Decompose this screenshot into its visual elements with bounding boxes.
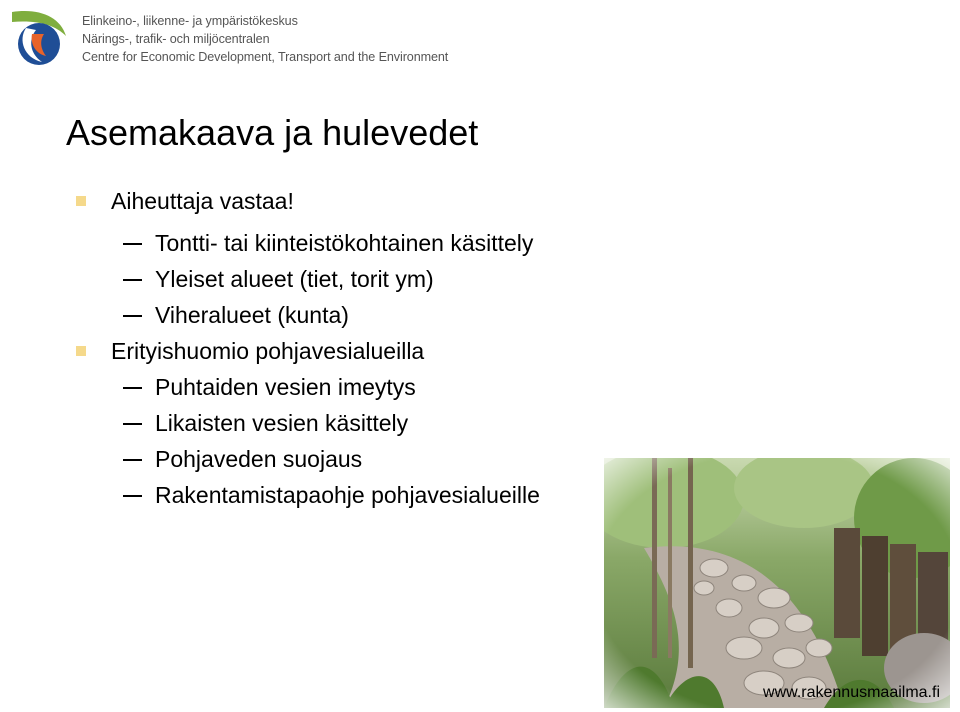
stone-garden-image: [604, 458, 950, 708]
dash-bullet-icon: [123, 315, 142, 317]
bullet-text: Pohjaveden suojaus: [155, 446, 363, 472]
org-name-fi: Elinkeino-, liikenne- ja ympäristökeskus: [82, 14, 298, 28]
square-bullet-icon: [76, 346, 86, 356]
dash-bullet-icon: [123, 423, 142, 425]
bullet-text: Puhtaiden vesien imeytys: [155, 374, 416, 400]
dash-bullet-icon: [123, 387, 142, 389]
org-name-en: Centre for Economic Development, Transport and the Environment: [82, 50, 449, 64]
bullet-text: Erityishuomio pohjavesialueilla: [111, 338, 425, 364]
org-name-sv: Närings-, trafik- och miljöcentralen: [82, 32, 270, 46]
bullet-text: Tontti- tai kiinteistökohtainen käsittely: [155, 230, 534, 256]
photo-credit[interactable]: www.rakennusmaailma.fi: [763, 684, 940, 701]
dash-bullet-icon: [123, 495, 142, 497]
bullet-text: Likaisten vesien käsittely: [155, 410, 409, 436]
dash-bullet-icon: [123, 279, 142, 281]
square-bullet-icon: [76, 196, 86, 206]
slide-title: Asemakaava ja hulevedet: [66, 112, 479, 153]
header: [8, 6, 448, 68]
ely-centre-logo-icon: [8, 6, 70, 68]
dash-bullet-icon: [123, 243, 142, 245]
org-name: [82, 12, 448, 66]
bullet-text: Rakentamistapaohje pohjavesialueille: [155, 482, 540, 508]
garden-photo: [604, 458, 950, 708]
bullet-text: Yleiset alueet (tiet, torit ym): [155, 266, 434, 292]
bullet-text: Viheralueet (kunta): [155, 302, 349, 328]
dash-bullet-icon: [123, 459, 142, 461]
bullet-text: Aiheuttaja vastaa!: [111, 188, 294, 214]
